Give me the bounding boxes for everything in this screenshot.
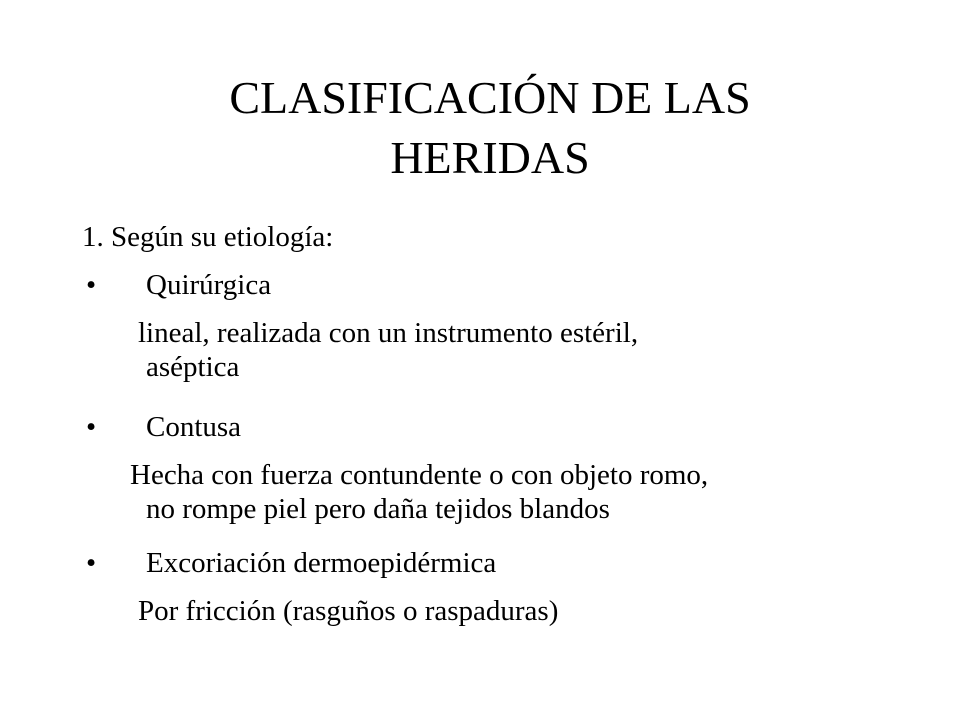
item-label-contusa: Contusa bbox=[146, 411, 242, 443]
item-desc-excoriacion: Por fricción (rasguños o raspaduras) bbox=[138, 595, 559, 627]
slide-title bbox=[100, 68, 880, 188]
item-desc-quirurgica-line-1: lineal, realizada con un instrumento estéril, bbox=[138, 317, 639, 349]
item-label-excoriacion: Excoriación dermoepidérmica bbox=[146, 547, 497, 579]
item-label-quirurgica: Quirúrgica bbox=[146, 269, 272, 301]
title-line-1: CLASIFICACIÓN DE LAS bbox=[229, 72, 751, 123]
section-heading: 1. Según su etiología: bbox=[82, 221, 334, 253]
bullet-marker: • bbox=[86, 269, 97, 301]
bullet-marker: • bbox=[86, 411, 97, 443]
title-line-2: HERIDAS bbox=[390, 132, 590, 183]
item-desc-contusa-line-2: no rompe piel pero daña tejidos blandos bbox=[146, 493, 610, 525]
item-desc-contusa-line-1: Hecha con fuerza contundente o con objeto romo, bbox=[130, 459, 709, 491]
bullet-marker: • bbox=[86, 547, 97, 579]
item-desc-quirurgica-line-2: aséptica bbox=[146, 351, 240, 383]
